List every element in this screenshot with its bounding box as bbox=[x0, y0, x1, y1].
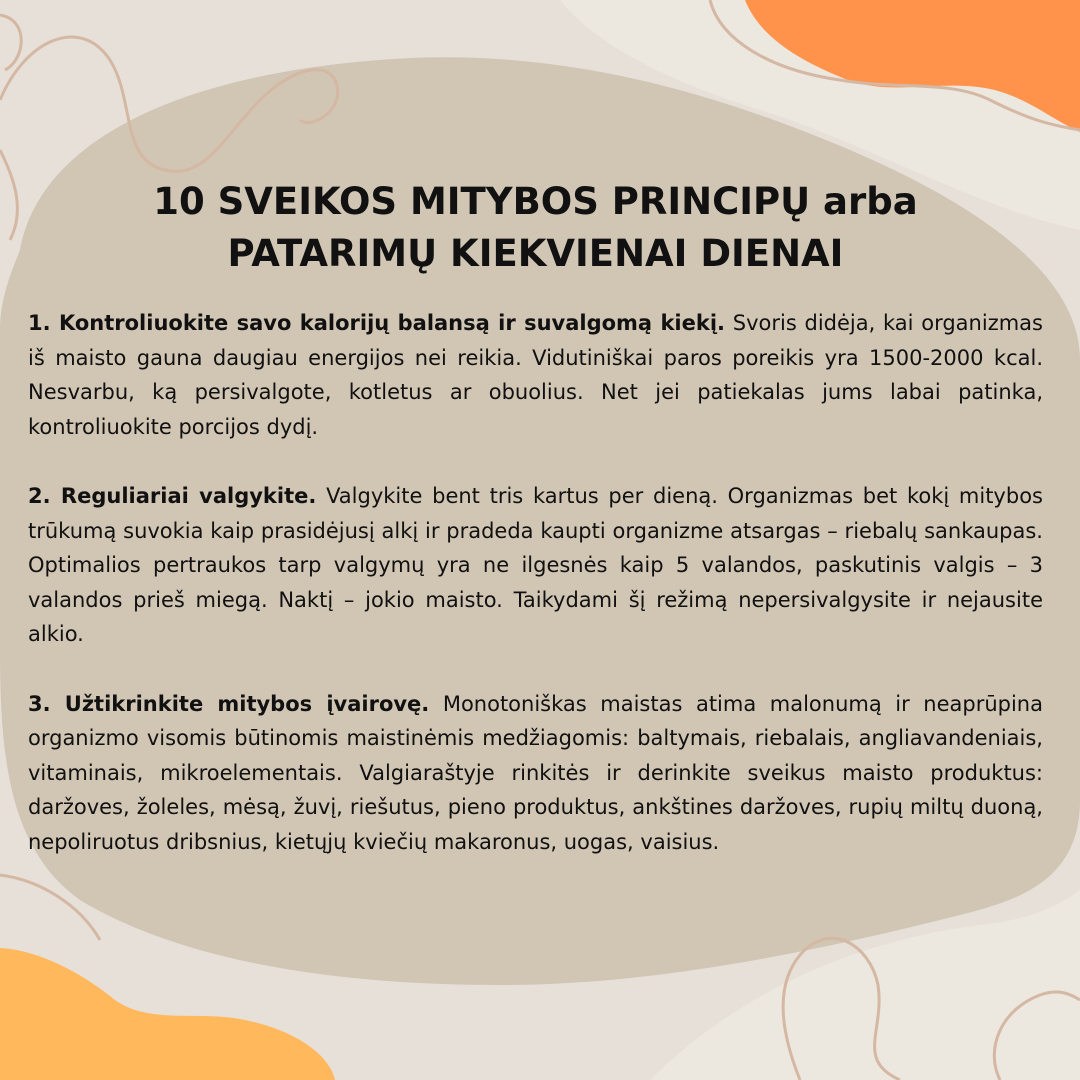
principle-heading: 3. Užtikrinkite mitybos įvairovę. bbox=[28, 691, 430, 716]
principle-heading: 2. Reguliariai valgykite. bbox=[28, 484, 317, 508]
principle-heading: 1. Kontroliuokite savo kalorijų balansą ir suvalgomą kiekį. bbox=[28, 311, 726, 335]
title-line-2: PATARIMŲ KIEKVIENAI DIENAI bbox=[227, 232, 844, 275]
principle-body: Svoris didėja, kai organizmas iš maisto gauna daugiau energijos nei reikia. Vidutiniškai paros poreikis yra 1500-2000 kcal. Nesvarbu, ką persivalgote, kotletus ar obuolius. Net jei patiekalas jums labai patinka, kontroliuokite porcijos dydį. bbox=[28, 311, 1043, 439]
principle-1 bbox=[28, 306, 1043, 444]
title-line-1: 10 SVEIKOS MITYBOS PRINCIPŲ arba bbox=[153, 180, 918, 223]
page-title bbox=[28, 176, 1043, 280]
principle-3 bbox=[28, 687, 1043, 860]
principle-body: Valgykite bent tris kartus per dieną. Organizmas bet kokį mitybos trūkumą suvokia kaip prasidėjusį alkį ir pradeda kaupti organizme atsargas – riebalų sankaupas. Optimalios pertraukos tarp valgymų yra ne ilgesnės kaip 5 valandos, paskutinis valgis – 3 valandos prieš miegą. Naktį – jokio maisto. Taikydami šį režimą nepersivalgysite ir nejausite alkio. bbox=[28, 484, 1043, 646]
principle-body: Monotoniškas maistas atima malonumą ir neaprūpina organizmo visomis būtinomis maistinėmis medžiagomis: baltymais, riebalais, angliavandeniais, vitaminais, mikroelementais. Valgiaraštyje rinkitės ir derinkite sveikus maisto produktus: daržoves, žoleles, mėsą, žuvį, riešutus, pieno produktus, ankštines daržoves, rupių miltų duoną, nepoliruotus dribsnius, kietųjų kviečių makaronus, uogas, vaisius. bbox=[28, 691, 1043, 854]
principle-2 bbox=[28, 479, 1043, 652]
main-content bbox=[28, 176, 1043, 894]
